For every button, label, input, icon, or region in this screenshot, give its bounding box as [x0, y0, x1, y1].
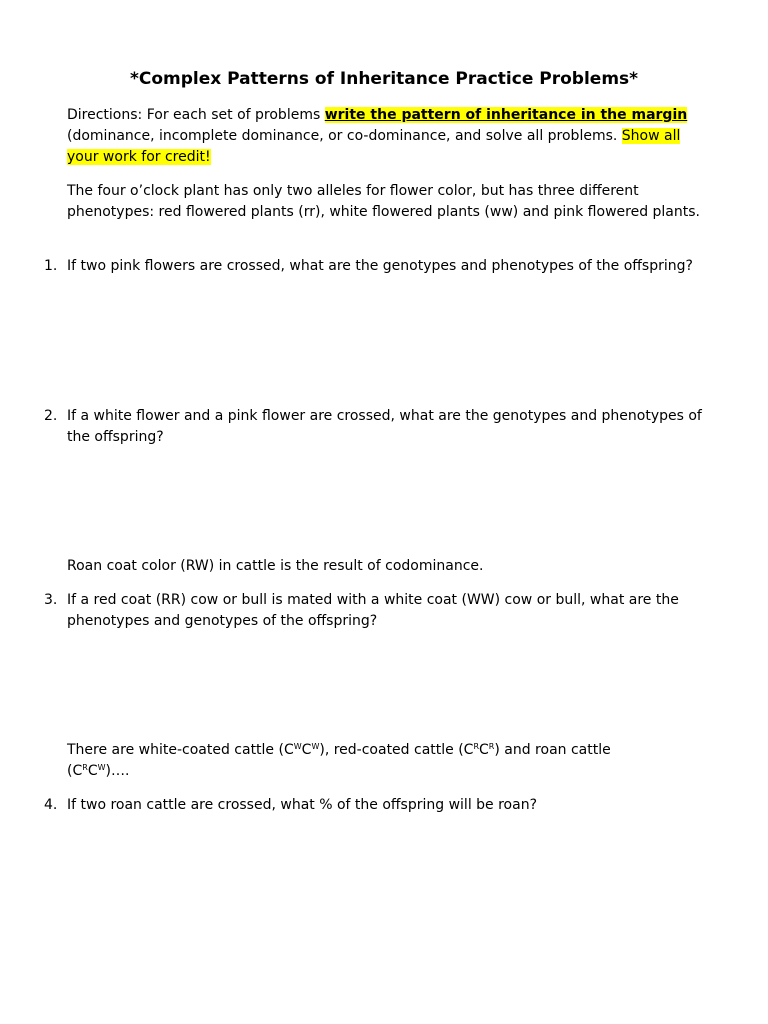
- question-number: 4.: [44, 797, 58, 813]
- question-text: If a red coat (RR) cow or bull is mated with a white coat (WW) cow or bull, what are the phenotypes and genotypes of the offspring?: [67, 592, 679, 629]
- note-text: There are white-coated cattle (C: [67, 742, 294, 758]
- four-oclock-intro: The four o’clock plant has only two alleles for flower color, but has three different phenotypes: red flowered plants (rr), white flowered plants (ww) and pink flowered plants.: [67, 183, 700, 220]
- directions-prefix: Directions: For each set of problems: [67, 107, 325, 123]
- allele-superscript: R: [82, 763, 88, 772]
- allele-superscript: R: [488, 742, 495, 751]
- directions-middle: (dominance, incomplete dominance, or co-dominance, and solve all problems.: [67, 128, 622, 144]
- note-text: C: [479, 742, 489, 758]
- allele-superscript: W: [311, 742, 320, 751]
- question-number: 2.: [44, 408, 58, 424]
- question-text: If two pink flowers are crossed, what are the genotypes and phenotypes of the offspring?: [67, 258, 693, 274]
- directions-paragraph: [67, 105, 707, 168]
- directions-highlight-pattern: write the pattern of inheritance in the margin: [324, 107, 688, 123]
- note-text: )….: [105, 763, 130, 779]
- note-text: C: [87, 763, 98, 779]
- page-title: *Complex Patterns of Inheritance Practice Problems*: [129, 69, 639, 89]
- question-2: [44, 406, 704, 448]
- cattle-genotype-note: [67, 740, 667, 782]
- question-1: [44, 256, 704, 277]
- question-text: If a white flower and a pink flower are crossed, what are the genotypes and phenotypes of the offspring?: [67, 408, 702, 445]
- allele-superscript: R: [473, 742, 480, 751]
- question-3: [44, 590, 704, 632]
- directions-highlight-credit: Show all your work for credit!: [67, 128, 681, 165]
- note-text: C: [301, 742, 312, 758]
- note-text: ), red-coated cattle (C: [319, 742, 474, 758]
- allele-superscript: W: [97, 763, 106, 772]
- note-text: ) and roan cattle (C: [67, 742, 611, 779]
- allele-superscript: W: [293, 742, 302, 751]
- question-text: If two roan cattle are crossed, what % of the offspring will be roan?: [67, 797, 538, 813]
- question-4: [44, 795, 704, 816]
- question-number: 3.: [44, 592, 58, 608]
- roan-codominance-note: Roan coat color (RW) in cattle is the result of codominance.: [67, 558, 484, 574]
- question-number: 1.: [44, 258, 58, 274]
